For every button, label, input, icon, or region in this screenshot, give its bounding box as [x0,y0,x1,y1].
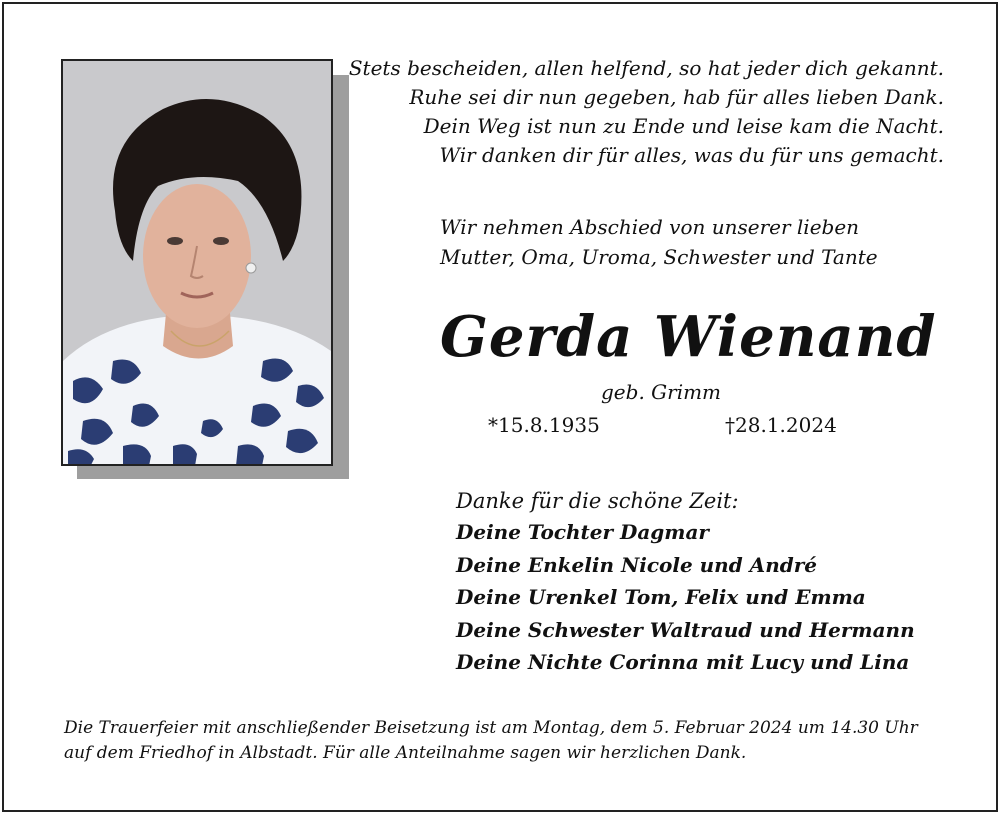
portrait-illustration [63,61,331,464]
mourner-line: Deine Enkelin Nicole und André [456,552,817,577]
funeral-notice-line-2: auf dem Friedhof in Albstadt. Für alle Anteilnahme sagen wir herzlichen Dank. [64,743,747,763]
poem-line: Ruhe sei dir nun gegeben, hab für alles lieben Dank. [409,85,944,109]
birth-date: *15.8.1935 [488,413,600,437]
intro-line-2: Mutter, Oma, Uroma, Schwester und Tante [440,245,878,269]
mourner-line: Deine Schwester Waltraud und Hermann [456,617,915,642]
poem-line: Stets bescheiden, allen helfend, so hat jeder dich gekannt. [348,56,944,80]
portrait-photo [61,59,333,466]
mourner-line: Deine Tochter Dagmar [456,520,709,544]
farewell-intro [440,212,878,272]
funeral-notice [64,716,964,766]
poem-line: Dein Weg ist nun zu Ende und leise kam die Nacht. [423,114,944,138]
deceased-name: Gerda Wienand [440,304,937,370]
mourner-line: Deine Nichte Corinna mit Lucy und Lina [456,650,910,674]
obituary-card [2,2,998,812]
intro-line-1: Wir nehmen Abschied von unserer lieben [440,215,860,239]
funeral-notice-line-1: Die Trauerfeier mit anschließender Beisetzung ist am Montag, dem 5. Februar 2024 um 14.30 Uhr [64,718,918,738]
mourner-line: Deine Urenkel Tom, Felix und Emma [456,585,866,609]
maiden-name: geb. Grimm [601,380,722,404]
thanks-heading: Danke für die schöne Zeit: [456,489,739,513]
mourners-list [456,516,915,679]
death-date: †28.1.2024 [725,413,837,437]
poem [344,54,944,170]
poem-line: Wir danken dir für alles, was du für uns gemacht. [439,143,944,167]
